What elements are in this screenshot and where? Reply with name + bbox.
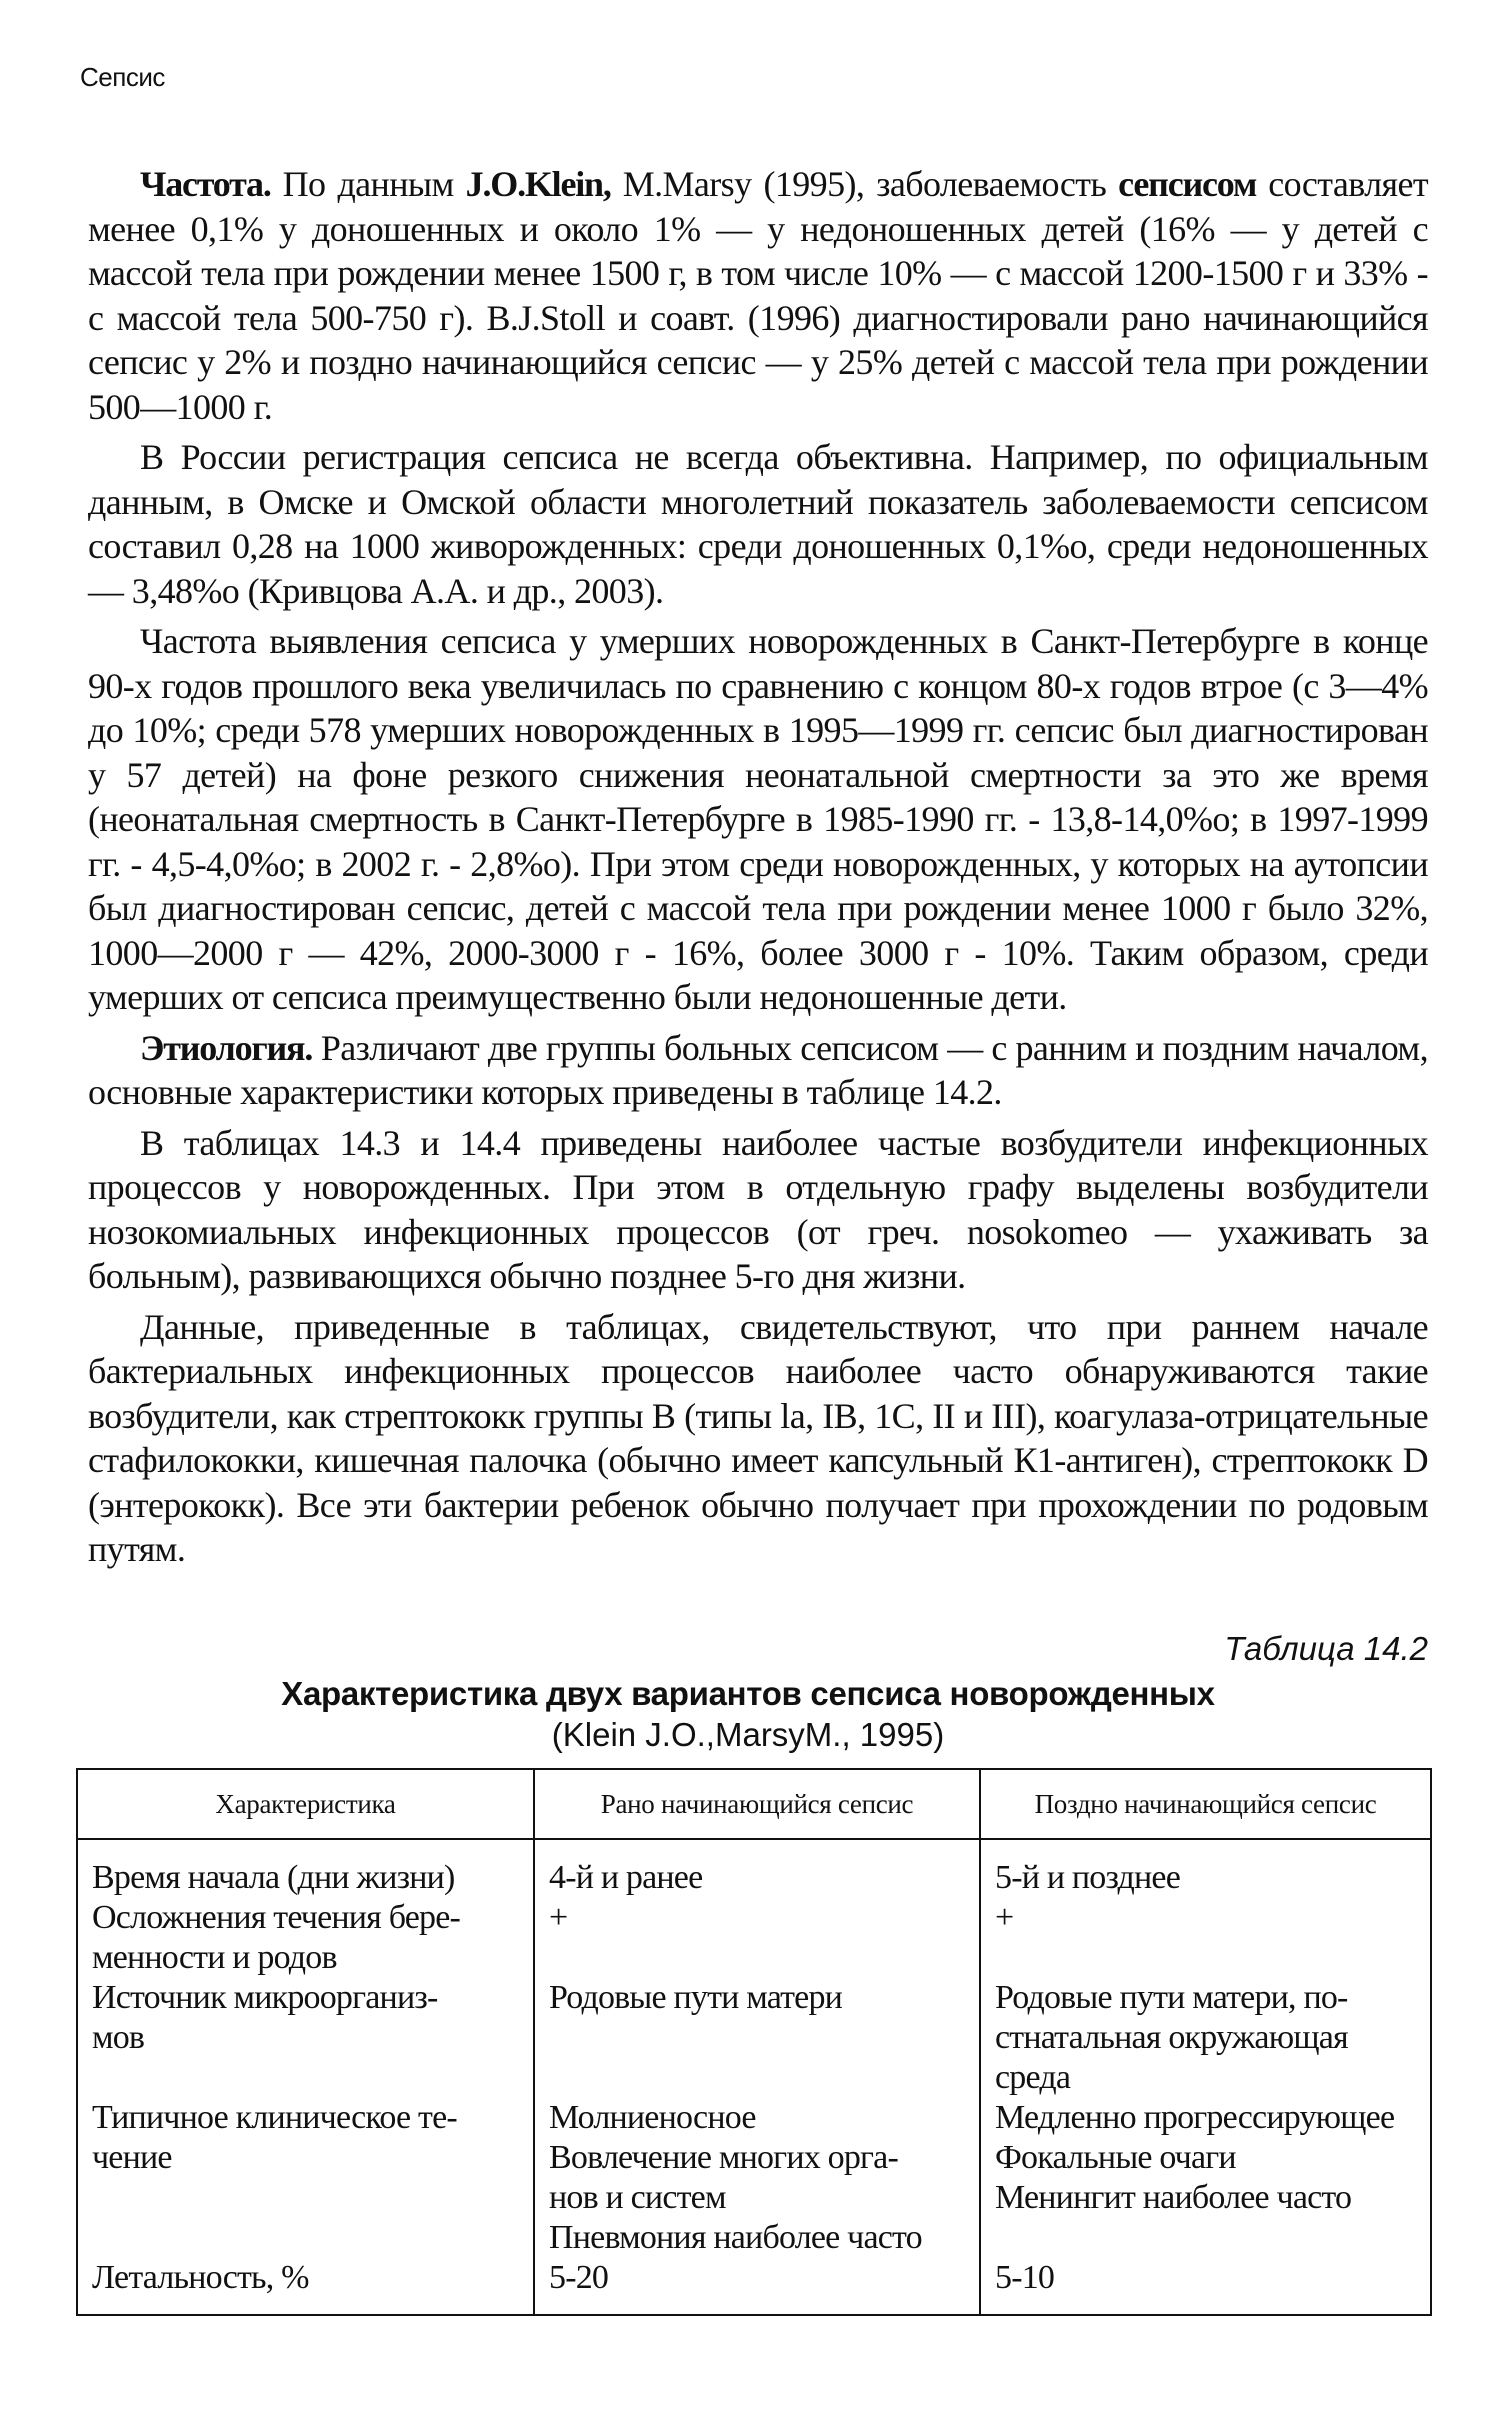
cell-line: среда <box>995 2059 1071 2096</box>
column-header: Характеристика <box>77 1769 534 1839</box>
paragraph-frequency <box>88 162 1428 429</box>
table-cell <box>77 2258 534 2315</box>
table-cell <box>77 2098 534 2258</box>
cell-line: Летальность, % <box>92 2259 309 2296</box>
table-row <box>77 1839 1431 1978</box>
table-cell <box>980 2098 1431 2258</box>
paragraph-spb: Частота выявления сепсиса у умерших новорожденных в Санкт-Петербурге в конце 90-х годов прошлого века увеличилась по сравнению с концом 80-х годов втрое (с 3—4% до 10%; среди 578 умерших новорожденных в 1995—1999 гг. сепсис был диагностирован у 57 детей) на фоне резкого снижения неонатальной смертности за это же время (неонатальная смертность в Санкт-Петербурге в 1985-1990 гг. - 13,8-14,0%о; в 1997-1999 гг. - 4,5-4,0%о; в 2002 г. - 2,8%о). При этом среди новорожденных, у которых на аутопсии был диагностирован сепсис, детей с массой тела при рождении менее 1000 г было 32%, 1000—2000 г — 42%, 2000-3000 г - 16%, более 3000 г - 10%. Таким образом, среди умерших от сепсиса преимущественно были недоношенные дети. <box>88 621 1428 1017</box>
table-caption: Таблица 14.2 <box>1224 1630 1428 1667</box>
table-cell <box>534 1978 980 2098</box>
cell-line: мов <box>92 2019 145 2056</box>
text-run: По данным <box>270 164 466 204</box>
cell-line: нов и систем <box>549 2179 726 2216</box>
cell-line: Молниеносное <box>549 2099 756 2136</box>
table-row <box>77 1978 1431 2098</box>
table-header-row <box>77 1769 1431 1839</box>
cell-line: + <box>549 1899 568 1936</box>
cell-line: Источник микроорганиз- <box>92 1979 438 2016</box>
table-cell <box>77 1978 534 2098</box>
text-run: составляет менее 0,1% у доношенных и около 1% — у недоношенных детей (16% — у детей с массой тела при рождении менее 1500 г, в том числе 10% — с массой 1200-1500 г и 33% - с массой тела 500-750 г). B.J.Stoll и соавт. (1996) диагностировали рано начинающийся сепсис у 2% и поздно начинающийся сепсис — у 25% детей с массой тела при рождении 500—1000 г. <box>88 164 1428 427</box>
cell-line: Вовлечение многих орга- <box>549 2139 898 2176</box>
paragraph-russia: В России регистрация сепсиса не всегда объективна. Например, по официальным данным, в Омске и Омской области многолетний показатель заболеваемости сепсисом составил 0,28 на 1000 живорожденных: среди доношенных 0,1%о, среди недоношенных— 3,48%о (Кривцова А.А. и др., 2003). <box>88 437 1428 611</box>
table-cell <box>980 1978 1431 2098</box>
table-cell <box>534 1839 980 1978</box>
table-cell <box>980 1839 1431 1978</box>
table-title: Характеристика двух вариантов сепсиса новорожденных <box>281 1675 1215 1712</box>
cell-line: Родовые пути матери, по- <box>995 1979 1348 2016</box>
column-header: Рано начинающийся сепсис <box>534 1769 980 1839</box>
author-name: J.O.Klein, <box>465 164 611 204</box>
text-run: Различают две группы больных сепсисом — с ранним и поздним началом, основные характеристики которых приведены в таблице 14.2. <box>88 1027 1428 1112</box>
cell-line: Осложнения течения бере- <box>92 1899 461 1936</box>
term: сепсисом <box>1118 164 1257 204</box>
cell-line: 5-20 <box>549 2259 609 2296</box>
table-row <box>77 2098 1431 2258</box>
cell-line: Родовые пути матери <box>549 1979 843 2016</box>
cell-line: Медленно прогрессирующее <box>995 2099 1395 2136</box>
cell-line: чение <box>92 2139 172 2176</box>
table-cell <box>77 1839 534 1978</box>
sepsis-table <box>76 1768 1432 2316</box>
table-cell <box>534 2258 980 2315</box>
table-cell <box>534 2098 980 2258</box>
paragraph-tables-ref: В таблицах 14.3 и 14.4 приведены наиболее частые возбудители инфекционных процессов у новорожденных. При этом в отдельную графу выделены возбудители нозокомиальных инфекционных процессов (от греч. nosokomeo — ухаживать за больным), развивающихся обычно позднее 5-го дня жизни. <box>88 1122 1428 1296</box>
column-header: Поздно начинающийся сепсис <box>980 1769 1431 1839</box>
cell-line: Время начала (дни жизни) <box>92 1859 455 1896</box>
paragraph-pathogens: Данные, приведенные в таблицах, свидетельствуют, что при раннем начале бактериальных инфекционных процессов наиболее часто обнаруживаются такие возбудители, как стрептококк группы В (типы la, IB, 1С, II и III), коагулаза-отрицательные стафилококки, кишечная палочка (обычно имеет капсульный К1-антиген), стрептококк D (энтерококк). Все эти бактерии ребенок обычно получает при прохождении по родовым путям. <box>88 1306 1428 1569</box>
running-head: Сепсис <box>80 62 165 92</box>
cell-line: Фокальные очаги <box>995 2139 1236 2176</box>
text-run: M.Marsy (1995), заболеваемость <box>610 164 1119 204</box>
paragraph-etiology <box>88 1026 1428 1115</box>
paragraph-lead: Этиология. <box>140 1027 313 1068</box>
cell-line: Менингит наиболее часто <box>995 2179 1352 2216</box>
cell-line: Пневмония наиболее часто <box>549 2219 922 2256</box>
table-row <box>77 2258 1431 2315</box>
cell-line: 4-й и ранее <box>549 1859 703 1896</box>
body-text <box>88 162 1428 1578</box>
cell-line: Типичное клиническое те- <box>92 2099 457 2136</box>
table-cell <box>980 2258 1431 2315</box>
paragraph-lead: Частота. <box>140 164 271 204</box>
cell-line: + <box>995 1899 1014 1936</box>
cell-line: стнатальная окружающая <box>995 2019 1348 2056</box>
cell-line: менности и родов <box>92 1939 337 1976</box>
table-subtitle: (Klein J.O.,MarsyM., 1995) <box>551 1716 945 1753</box>
cell-line: 5-й и позднее <box>995 1859 1181 1896</box>
cell-line: 5-10 <box>995 2259 1055 2296</box>
